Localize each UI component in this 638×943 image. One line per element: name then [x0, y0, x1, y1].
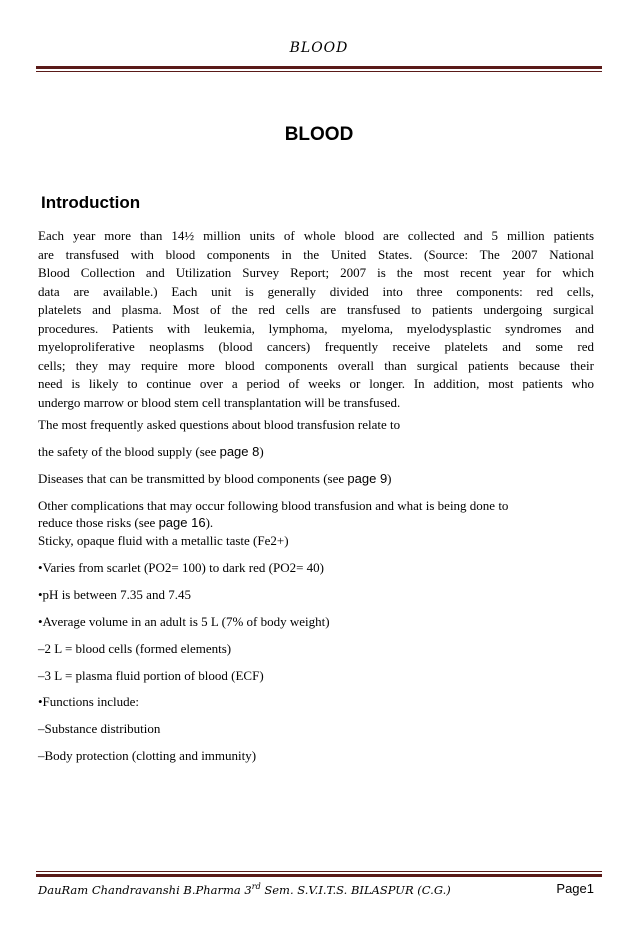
- paragraph-line: need is likely to continue over a period of weeks or longer. In addition, most patients who: [38, 376, 594, 391]
- fact-function-1: –Substance distribution: [38, 721, 161, 736]
- intro-paragraph: [38, 227, 594, 412]
- paragraph-line: procedures. Patients with leukemia, lymphoma, myeloma, myelodysplastic syndromes and: [38, 320, 594, 336]
- paragraph-line: cells; they may require more blood components overall than surgical patients because their: [38, 357, 594, 373]
- header-rule-thick: [36, 66, 602, 69]
- fact-function-2: –Body protection (clotting and immunity): [38, 748, 257, 763]
- fact-color: •Varies from scarlet (PO2= 100) to dark red (PO2= 40): [38, 560, 325, 575]
- paragraph-line: undergo marrow or blood stem cell transplantation will be transfused.: [38, 394, 401, 410]
- fact-ph: •pH is between 7.35 and 7.45: [38, 587, 191, 602]
- paragraph-line: data are available.) Each unit is generally divided into three components: red cells,: [38, 283, 594, 299]
- page-reference-link[interactable]: page 8: [219, 444, 260, 459]
- paragraph-line: are transfused with blood components in the United States. (Source: The 2007 National: [38, 246, 594, 262]
- paragraph-line: platelets and plasma. Most of the red cells are transfused to patients undergoing surgical: [38, 302, 594, 317]
- footer-rule-thin: [36, 871, 602, 872]
- faq-item-diseases: Diseases that can be transmitted by blood components (see page 9): [38, 471, 392, 486]
- running-header: BLOOD: [289, 40, 349, 56]
- faq-item-complications-cont: reduce those risks (see page 16).: [38, 515, 214, 530]
- faq-item-complications: Other complications that may occur following blood transfusion and what is being done to: [38, 498, 509, 513]
- footer-rule-thick: [36, 874, 602, 877]
- header-rule-thin: [36, 71, 602, 72]
- page-reference-link[interactable]: page 16: [158, 515, 206, 530]
- paragraph-line: Blood Collection and Utilization Survey Report; 2007 is the most recent year for which: [38, 265, 594, 280]
- footer-author: DauRam Chandravanshi B.Pharma 3rd Sem. S.V.I.T.S. BILASPUR (C.G.): [38, 882, 451, 897]
- section-heading: Introduction: [41, 193, 141, 212]
- fact-plasma: –3 L = plasma fluid portion of blood (ECF): [38, 668, 264, 683]
- page-number: Page1: [556, 881, 594, 896]
- faq-item-safety: the safety of the blood supply (see page 8): [38, 444, 264, 459]
- fact-volume: •Average volume in an adult is 5 L (7% of body weight): [38, 614, 330, 629]
- page-title: BLOOD: [284, 124, 354, 145]
- paragraph-line: myeloproliferative neoplasms (blood cancers) frequently receive platelets and some red: [38, 339, 594, 354]
- fact-cells: –2 L = blood cells (formed elements): [38, 641, 232, 656]
- paragraph-line: Each year more than 14½ million units of whole blood are collected and 5 million patients: [38, 228, 594, 243]
- fact-description: Sticky, opaque fluid with a metallic taste (Fe2+): [38, 533, 289, 548]
- fact-functions: •Functions include:: [38, 694, 139, 709]
- faq-intro: The most frequently asked questions about blood transfusion relate to: [38, 417, 401, 432]
- page-reference-link[interactable]: page 9: [347, 471, 388, 486]
